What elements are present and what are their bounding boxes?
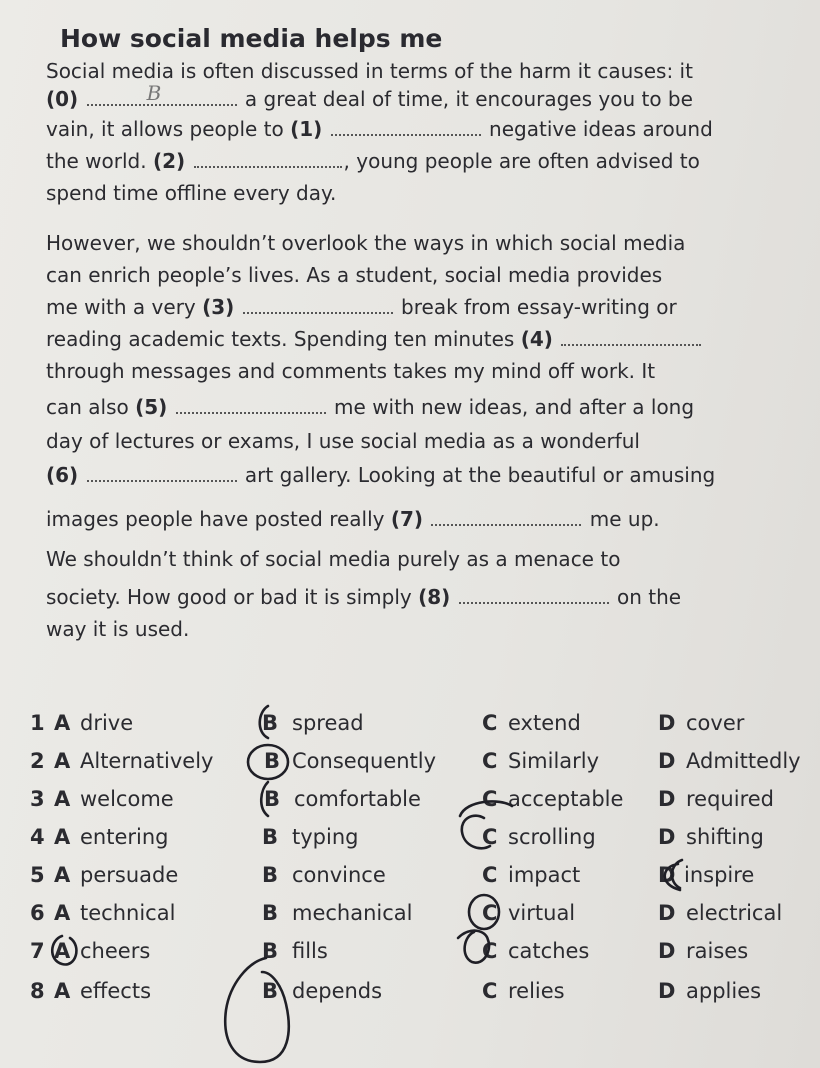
gap-number: (0) <box>46 87 79 111</box>
option-letter-b: B <box>262 711 279 735</box>
option-letter-c: C <box>482 901 498 925</box>
option-letter-a: A <box>54 979 71 1003</box>
option-letter-d: D <box>658 749 676 773</box>
option-c[interactable]: acceptable <box>508 787 624 811</box>
gap-number: (3) <box>202 295 235 319</box>
text-line <box>46 148 700 174</box>
line-text: on the <box>617 585 682 609</box>
text-line <box>46 326 703 352</box>
option-a[interactable]: cheers <box>80 939 151 963</box>
option-c[interactable]: impact <box>508 863 581 887</box>
option-letter-a: A <box>54 863 71 887</box>
option-c[interactable]: relies <box>508 979 565 1003</box>
line-text: me with new ideas, and after a long <box>334 395 695 419</box>
answer-circle-8 <box>225 958 288 1062</box>
option-a[interactable]: drive <box>80 711 134 735</box>
question-number: 8 <box>30 979 45 1003</box>
option-letter-b: B <box>262 979 279 1003</box>
option-d[interactable]: inspire <box>684 863 755 887</box>
option-letter-c: C <box>482 939 498 963</box>
question-number: 3 <box>30 787 45 811</box>
option-a[interactable]: welcome <box>80 787 174 811</box>
answer-blank[interactable] <box>194 148 342 168</box>
line-text: , young people are often advised to <box>343 149 700 173</box>
option-b[interactable]: depends <box>292 979 383 1003</box>
line-text: break from essay-writing or <box>401 295 677 319</box>
line-text: through messages and comments takes my mind off work. It <box>46 359 656 383</box>
text-line <box>46 116 713 142</box>
gap-number: (1) <box>290 117 323 141</box>
option-letter-d: D <box>658 863 676 887</box>
option-letter-c: C <box>482 979 498 1003</box>
option-b[interactable]: typing <box>292 825 359 849</box>
option-letter-b: B <box>264 787 281 811</box>
option-d[interactable]: cover <box>686 711 745 735</box>
text-line <box>46 358 655 384</box>
gap-number: (4) <box>520 327 553 351</box>
answer-blank[interactable] <box>87 81 237 106</box>
answer-blank[interactable] <box>431 506 581 526</box>
text-line <box>46 428 640 454</box>
option-letter-a: A <box>54 939 71 963</box>
option-letter-d: D <box>658 711 676 735</box>
question-number: 4 <box>30 825 45 849</box>
option-letter-a: A <box>54 711 71 735</box>
option-letter-b: B <box>262 901 279 925</box>
option-b[interactable]: convince <box>292 863 386 887</box>
line-text: day of lectures or exams, I use social media as a wonderful <box>46 429 640 453</box>
line-text: negative ideas around <box>489 117 713 141</box>
option-letter-d: D <box>658 939 676 963</box>
question-number: 6 <box>30 901 45 925</box>
text-line <box>46 58 693 84</box>
option-d[interactable]: shifting <box>686 825 764 849</box>
option-letter-c: C <box>482 825 498 849</box>
line-text: However, we shouldn’t overlook the ways in which social media <box>46 231 686 255</box>
line-text: spend time offline every day. <box>46 181 337 205</box>
option-letter-d: D <box>658 825 676 849</box>
option-letter-c: C <box>482 749 498 773</box>
option-a[interactable]: entering <box>80 825 169 849</box>
option-letter-a: A <box>54 901 71 925</box>
gap-number: (2) <box>152 149 186 173</box>
option-c[interactable]: virtual <box>508 901 576 925</box>
gap-number: (8) <box>418 585 451 609</box>
option-b[interactable]: fills <box>292 939 328 963</box>
question-number: 7 <box>30 939 45 963</box>
option-letter-a: A <box>54 825 71 849</box>
option-a[interactable]: Alternatively <box>80 749 214 773</box>
line-text: can also <box>46 395 136 419</box>
line-text: We shouldn’t think of social media purely as a menace to <box>46 547 621 571</box>
line-text: the world. <box>46 149 153 173</box>
line-text: can enrich people’s lives. As a student, social media provides <box>46 263 663 287</box>
text-line <box>46 462 715 488</box>
text-line <box>46 616 189 642</box>
line-text: me up. <box>589 507 660 531</box>
text-line <box>46 180 336 206</box>
line-text: society. How good or bad it is simply <box>46 585 419 609</box>
answer-blank[interactable] <box>176 394 326 414</box>
question-number: 1 <box>30 711 45 735</box>
option-letter-a: A <box>54 787 71 811</box>
option-c[interactable]: catches <box>508 939 590 963</box>
option-letter-c: C <box>482 787 498 811</box>
text-line <box>46 262 662 288</box>
text-line <box>46 81 693 112</box>
line-text: vain, it allows people to <box>46 117 291 141</box>
option-c[interactable]: scrolling <box>508 825 596 849</box>
option-letter-d: D <box>658 901 676 925</box>
option-letter-c: C <box>482 863 498 887</box>
option-letter-b: B <box>264 749 281 773</box>
option-a[interactable]: technical <box>80 901 176 925</box>
option-d[interactable]: applies <box>686 979 762 1003</box>
option-b[interactable]: spread <box>292 711 364 735</box>
line-text: a great deal of time, it encourages you to be <box>244 87 693 111</box>
text-line <box>46 230 685 256</box>
line-text: art gallery. Looking at the beautiful or amusing <box>244 463 716 487</box>
option-a[interactable]: persuade <box>80 863 179 887</box>
option-letter-b: B <box>262 863 279 887</box>
line-text: reading academic texts. Spending ten minutes <box>46 327 521 351</box>
page-title: How social media helps me <box>60 24 443 53</box>
option-letter-a: A <box>54 749 71 773</box>
text-line <box>46 294 677 320</box>
text-line <box>46 546 620 572</box>
option-c[interactable]: extend <box>508 711 581 735</box>
line-text: way it is used. <box>46 617 190 641</box>
option-d[interactable]: Admittedly <box>686 749 801 773</box>
option-d[interactable]: required <box>686 787 774 811</box>
answer-blank[interactable] <box>87 462 237 482</box>
question-number: 2 <box>30 749 45 773</box>
option-letter-d: D <box>658 979 676 1003</box>
text-line <box>46 394 694 420</box>
text-line <box>46 506 660 532</box>
option-b[interactable]: Consequently <box>292 749 437 773</box>
option-d[interactable]: raises <box>686 939 749 963</box>
option-c[interactable]: Similarly <box>508 749 600 773</box>
option-b[interactable]: comfortable <box>294 787 421 811</box>
line-text: Social media is often discussed in terms of the harm it causes: it <box>46 59 693 83</box>
answer-blank[interactable] <box>561 326 701 346</box>
handwritten-answer: B <box>146 81 162 105</box>
gap-number: (5) <box>135 395 168 419</box>
gap-number: (7) <box>390 507 424 531</box>
answer-blank[interactable] <box>459 584 609 604</box>
option-b[interactable]: mechanical <box>292 901 413 925</box>
option-a[interactable]: effects <box>80 979 152 1003</box>
option-d[interactable]: electrical <box>686 901 783 925</box>
question-number: 5 <box>30 863 45 887</box>
answer-blank[interactable] <box>243 294 393 314</box>
option-letter-b: B <box>262 939 279 963</box>
answer-blank[interactable] <box>331 116 481 136</box>
line-text: me with a very <box>46 295 203 319</box>
option-letter-d: D <box>658 787 676 811</box>
text-line <box>46 584 681 610</box>
option-letter-c: C <box>482 711 498 735</box>
line-text: images people have posted really <box>46 507 391 531</box>
gap-number: (6) <box>46 463 79 487</box>
option-letter-b: B <box>262 825 279 849</box>
